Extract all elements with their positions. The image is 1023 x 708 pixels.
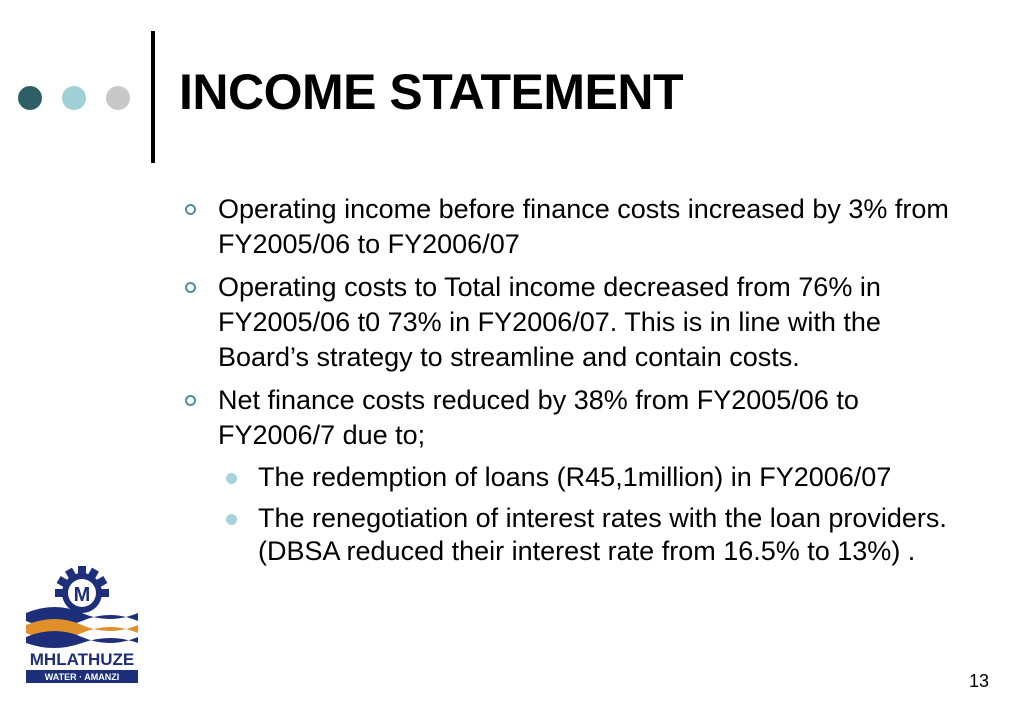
- bullet-ring-icon: [185, 395, 196, 406]
- logo-name: MHLATHUZE: [29, 650, 135, 669]
- bullet-text: Net finance costs reduced by 38% from FY2005/06 to FY2006/7 due to;: [218, 385, 859, 450]
- gray-dot: [106, 86, 130, 110]
- bullet-dot-icon: [226, 473, 237, 484]
- logo-tagline: WATER · AMANZI: [44, 672, 120, 682]
- light-blue-dot: [62, 86, 86, 110]
- bullet-ring-icon: [185, 204, 196, 215]
- dark-dot: [18, 86, 42, 110]
- logo-letter: M: [73, 584, 91, 606]
- bullet-list: [180, 192, 960, 576]
- title-divider-line: [151, 31, 155, 163]
- slide-title: INCOME STATEMENT: [179, 64, 684, 120]
- bullet-item: [180, 192, 960, 262]
- bullet-item: [180, 383, 960, 453]
- sub-bullet-item: [180, 502, 960, 568]
- bullet-ring-icon: [185, 282, 196, 293]
- page-number: 13: [968, 671, 989, 691]
- sub-bullet-text: The redemption of loans (R45,1million) in FY2006/07: [258, 462, 892, 492]
- sub-bullet-text: The renegotiation of interest rates with the loan providers. (DBSA reduced their interest rate from 16.5% to 13%) .: [258, 503, 947, 566]
- decorative-dots: [18, 86, 132, 112]
- mhlathuze-logo: [22, 563, 142, 685]
- bullet-dot-icon: [226, 514, 237, 525]
- bullet-text: Operating costs to Total income decreased from 76% in FY2005/06 t0 73% in FY2006/07. This is in line with the Board’s strategy to streamline and contain costs.: [218, 272, 881, 372]
- bullet-item: [180, 270, 960, 375]
- bullet-text: Operating income before finance costs increased by 3% from FY2005/06 to FY2006/07: [218, 194, 949, 259]
- sub-bullet-item: [180, 461, 960, 494]
